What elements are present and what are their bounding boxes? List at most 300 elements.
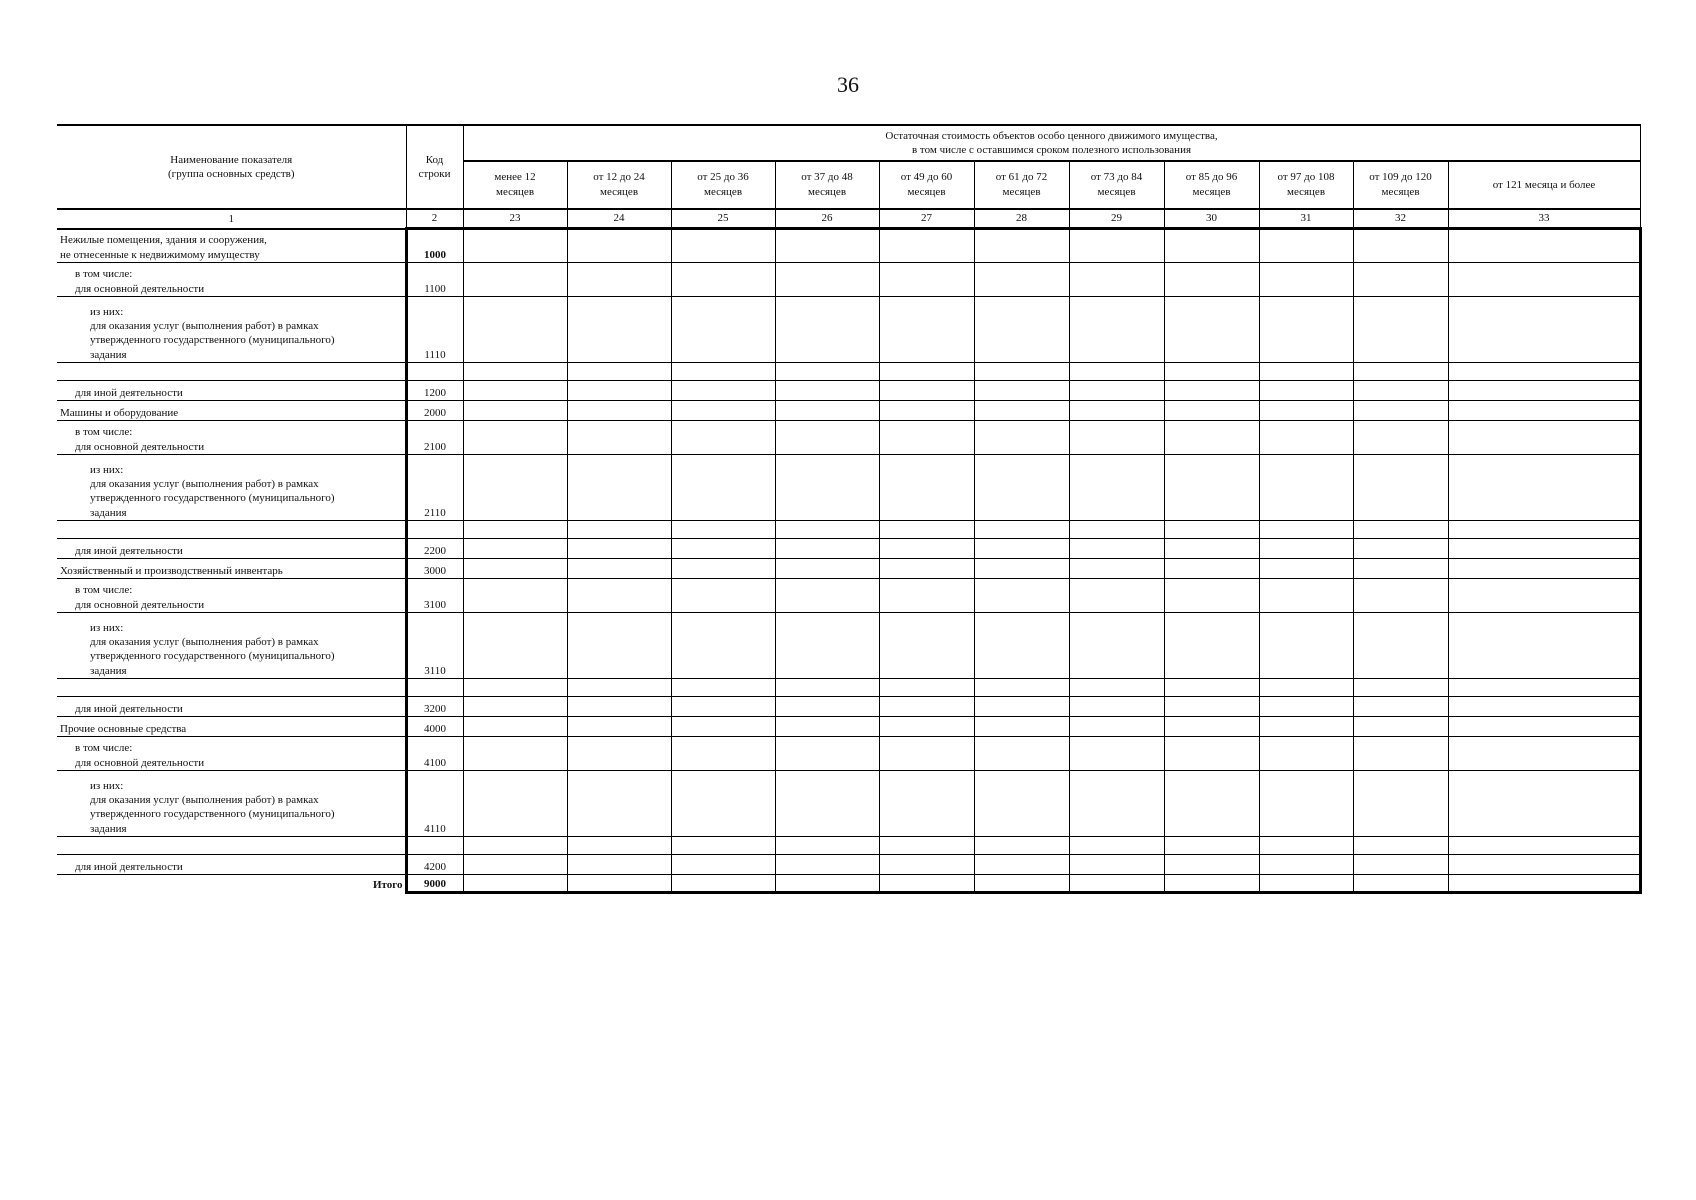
value-cell[interactable]	[1353, 521, 1448, 539]
value-cell[interactable]	[879, 521, 974, 539]
value-cell[interactable]	[1259, 455, 1353, 521]
value-cell[interactable]	[1259, 559, 1353, 579]
header-range-11	[1448, 161, 1640, 209]
header-row-top	[57, 125, 1640, 161]
value-cell[interactable]	[879, 771, 974, 837]
value-cell[interactable]	[879, 297, 974, 363]
value-cell[interactable]	[1448, 613, 1640, 679]
value-cell[interactable]	[567, 717, 671, 737]
row-name-line: утвержденного государственного (муниципального)	[90, 808, 335, 821]
value-cell[interactable]	[1259, 297, 1353, 363]
value-cell[interactable]	[974, 229, 1069, 263]
value-cell[interactable]	[879, 737, 974, 771]
row-name-line: в том числе:	[75, 584, 133, 597]
value-cell[interactable]	[974, 679, 1069, 697]
value-cell[interactable]	[1069, 771, 1164, 837]
value-cell[interactable]	[671, 697, 775, 717]
value-cell[interactable]	[1448, 737, 1640, 771]
value-cell[interactable]	[879, 717, 974, 737]
value-cell[interactable]	[1259, 421, 1353, 455]
row-name-line: задания	[90, 506, 127, 519]
value-cell[interactable]	[671, 539, 775, 559]
value-cell[interactable]	[1069, 717, 1164, 737]
value-cell[interactable]	[1353, 837, 1448, 855]
value-cell[interactable]	[775, 579, 879, 613]
value-cell[interactable]	[1353, 717, 1448, 737]
value-cell[interactable]	[567, 855, 671, 875]
row-indicator-name	[57, 679, 406, 697]
value-cell[interactable]	[1259, 717, 1353, 737]
value-cell[interactable]	[1448, 679, 1640, 697]
value-cell[interactable]	[1069, 381, 1164, 401]
value-cell[interactable]	[1069, 679, 1164, 697]
value-cell[interactable]	[463, 697, 567, 717]
header-residual-value-group	[463, 125, 1640, 161]
value-cell[interactable]	[775, 559, 879, 579]
value-cell[interactable]	[463, 401, 567, 421]
value-cell[interactable]	[775, 679, 879, 697]
table-row	[57, 455, 1640, 521]
value-cell[interactable]	[974, 381, 1069, 401]
value-cell[interactable]	[1069, 401, 1164, 421]
value-cell[interactable]	[775, 539, 879, 559]
row-code: 4110	[406, 771, 463, 837]
row-name-line: для оказания услуг (выполнения работ) в рамках	[90, 320, 319, 333]
value-cell[interactable]	[974, 401, 1069, 421]
value-cell[interactable]	[671, 455, 775, 521]
value-cell[interactable]	[671, 521, 775, 539]
value-cell[interactable]	[1164, 697, 1259, 717]
value-cell[interactable]	[1259, 363, 1353, 381]
value-cell[interactable]	[1164, 363, 1259, 381]
value-cell[interactable]	[1069, 455, 1164, 521]
row-code: 2000	[406, 401, 463, 421]
total-value-cell[interactable]	[1069, 875, 1164, 893]
table-row	[57, 771, 1640, 837]
value-cell[interactable]	[567, 613, 671, 679]
value-cell[interactable]	[1353, 363, 1448, 381]
value-cell[interactable]	[775, 455, 879, 521]
value-cell[interactable]	[1164, 455, 1259, 521]
value-cell[interactable]	[1164, 421, 1259, 455]
column-number: 27	[879, 209, 974, 229]
row-name-line: для иной деятельности	[75, 702, 183, 715]
value-cell[interactable]	[1448, 401, 1640, 421]
row-code: 3110	[406, 613, 463, 679]
value-cell[interactable]	[974, 855, 1069, 875]
value-cell[interactable]	[1448, 697, 1640, 717]
value-cell[interactable]	[671, 717, 775, 737]
value-cell[interactable]	[567, 559, 671, 579]
value-cell[interactable]	[1259, 229, 1353, 263]
value-cell[interactable]	[463, 771, 567, 837]
value-cell[interactable]	[1164, 297, 1259, 363]
value-cell[interactable]	[974, 539, 1069, 559]
value-cell[interactable]	[1448, 837, 1640, 855]
value-cell[interactable]	[567, 421, 671, 455]
column-number: 2	[406, 209, 463, 229]
row-name-line: для иной деятельности	[75, 386, 183, 399]
value-cell[interactable]	[1353, 229, 1448, 263]
row-indicator-name	[57, 771, 406, 837]
value-cell[interactable]	[1448, 263, 1640, 297]
value-cell[interactable]	[879, 697, 974, 717]
column-number: 24	[567, 209, 671, 229]
value-cell[interactable]	[671, 613, 775, 679]
value-cell[interactable]	[974, 737, 1069, 771]
header-indicator-name-line: Наименование показателя	[170, 153, 293, 166]
value-cell[interactable]	[974, 717, 1069, 737]
table-row	[57, 363, 1640, 381]
value-cell[interactable]	[1353, 697, 1448, 717]
header-indicator-name-line: (группа основных средств)	[168, 168, 295, 180]
value-cell[interactable]	[1164, 855, 1259, 875]
value-cell[interactable]	[463, 679, 567, 697]
row-name-line: для основной деятельности	[75, 282, 205, 295]
value-cell[interactable]	[1259, 697, 1353, 717]
value-cell[interactable]	[1448, 855, 1640, 875]
value-cell[interactable]	[1353, 737, 1448, 771]
value-cell[interactable]	[1448, 455, 1640, 521]
value-cell[interactable]	[879, 363, 974, 381]
value-cell[interactable]	[671, 381, 775, 401]
value-cell[interactable]	[567, 697, 671, 717]
value-cell[interactable]	[671, 579, 775, 613]
value-cell[interactable]	[463, 613, 567, 679]
value-cell[interactable]	[1448, 521, 1640, 539]
header-range-line: месяцев	[907, 186, 946, 198]
header-range-line: от 12 до 24	[593, 171, 645, 184]
value-cell[interactable]	[879, 837, 974, 855]
value-cell[interactable]	[879, 263, 974, 297]
table-header	[57, 125, 1640, 229]
value-cell[interactable]	[1353, 297, 1448, 363]
total-value-cell[interactable]	[463, 875, 567, 893]
value-cell[interactable]	[775, 263, 879, 297]
column-number: 26	[775, 209, 879, 229]
value-cell[interactable]	[1164, 717, 1259, 737]
value-cell[interactable]	[463, 263, 567, 297]
value-cell[interactable]	[463, 737, 567, 771]
value-cell[interactable]	[775, 737, 879, 771]
value-cell[interactable]	[671, 363, 775, 381]
row-name-line: утвержденного государственного (муниципального)	[90, 492, 335, 505]
row-code	[406, 363, 463, 381]
column-number: 25	[671, 209, 775, 229]
row-name-line: Прочие основные средства	[60, 722, 187, 735]
value-cell[interactable]	[1259, 401, 1353, 421]
value-cell[interactable]	[1069, 837, 1164, 855]
value-cell[interactable]	[1259, 837, 1353, 855]
value-cell[interactable]	[1353, 771, 1448, 837]
value-cell[interactable]	[567, 229, 671, 263]
header-range-line: месяцев	[1002, 186, 1041, 198]
value-cell[interactable]	[1259, 855, 1353, 875]
value-cell[interactable]	[567, 837, 671, 855]
value-cell[interactable]	[1164, 381, 1259, 401]
value-cell[interactable]	[1069, 229, 1164, 263]
value-cell[interactable]	[671, 263, 775, 297]
value-cell[interactable]	[463, 381, 567, 401]
value-cell[interactable]	[671, 559, 775, 579]
value-cell[interactable]	[775, 837, 879, 855]
value-cell[interactable]	[567, 771, 671, 837]
value-cell[interactable]	[974, 559, 1069, 579]
value-cell[interactable]	[567, 679, 671, 697]
value-cell[interactable]	[775, 401, 879, 421]
row-indicator-name	[57, 363, 406, 381]
value-cell[interactable]	[775, 421, 879, 455]
header-indicator-name	[57, 125, 406, 209]
value-cell[interactable]	[1164, 737, 1259, 771]
value-cell[interactable]	[1259, 737, 1353, 771]
row-name-line: для иной деятельности	[75, 860, 183, 873]
value-cell[interactable]	[1069, 539, 1164, 559]
value-cell[interactable]	[1448, 539, 1640, 559]
value-cell[interactable]	[1164, 579, 1259, 613]
table-row	[57, 679, 1640, 697]
value-cell[interactable]	[463, 521, 567, 539]
column-number: 31	[1259, 209, 1353, 229]
total-value-cell[interactable]	[567, 875, 671, 893]
value-cell[interactable]	[1353, 381, 1448, 401]
value-cell[interactable]	[1353, 679, 1448, 697]
total-value-cell[interactable]	[1448, 875, 1640, 893]
value-cell[interactable]	[1353, 539, 1448, 559]
value-cell[interactable]	[879, 229, 974, 263]
table-body	[57, 229, 1640, 893]
header-group-line: в том числе с оставшимся сроком полезного использования	[911, 144, 1192, 156]
value-cell[interactable]	[567, 263, 671, 297]
value-cell[interactable]	[879, 855, 974, 875]
value-cell[interactable]	[1164, 771, 1259, 837]
value-cell[interactable]	[1353, 401, 1448, 421]
table-row	[57, 381, 1640, 401]
value-cell[interactable]	[671, 421, 775, 455]
value-cell[interactable]	[879, 381, 974, 401]
value-cell[interactable]	[1448, 363, 1640, 381]
row-name-line: из них:	[90, 305, 124, 318]
value-cell[interactable]	[1069, 521, 1164, 539]
value-cell[interactable]	[463, 229, 567, 263]
value-cell[interactable]	[567, 455, 671, 521]
row-indicator-name	[57, 539, 406, 559]
value-cell[interactable]	[1448, 421, 1640, 455]
value-cell[interactable]	[1448, 717, 1640, 737]
value-cell[interactable]	[1069, 697, 1164, 717]
row-code: 1200	[406, 381, 463, 401]
value-cell[interactable]	[1069, 613, 1164, 679]
table-row	[57, 559, 1640, 579]
value-cell[interactable]	[879, 539, 974, 559]
value-cell[interactable]	[775, 363, 879, 381]
value-cell[interactable]	[671, 679, 775, 697]
value-cell[interactable]	[671, 855, 775, 875]
value-cell[interactable]	[1164, 559, 1259, 579]
value-cell[interactable]	[463, 455, 567, 521]
row-name-line: для оказания услуг (выполнения работ) в рамках	[90, 478, 319, 491]
row-name-line: задания	[90, 664, 127, 677]
value-cell[interactable]	[1164, 401, 1259, 421]
value-cell[interactable]	[1259, 263, 1353, 297]
row-indicator-name	[57, 697, 406, 717]
value-cell[interactable]	[463, 297, 567, 363]
value-cell[interactable]	[567, 521, 671, 539]
value-cell[interactable]	[671, 229, 775, 263]
value-cell[interactable]	[775, 521, 879, 539]
value-cell[interactable]	[974, 771, 1069, 837]
value-cell[interactable]	[974, 579, 1069, 613]
value-cell[interactable]	[879, 401, 974, 421]
value-cell[interactable]	[671, 837, 775, 855]
row-name-line: для иной деятельности	[75, 544, 183, 557]
value-cell[interactable]	[974, 297, 1069, 363]
total-value-cell[interactable]	[974, 875, 1069, 893]
value-cell[interactable]	[1448, 559, 1640, 579]
total-value-cell[interactable]	[879, 875, 974, 893]
header-range-line: от 37 до 48	[801, 171, 853, 184]
value-cell[interactable]	[1259, 613, 1353, 679]
value-cell[interactable]	[671, 401, 775, 421]
value-cell[interactable]	[567, 297, 671, 363]
value-cell[interactable]	[1164, 837, 1259, 855]
value-cell[interactable]	[1069, 297, 1164, 363]
value-cell[interactable]	[974, 363, 1069, 381]
row-name-line: в том числе:	[75, 426, 133, 439]
value-cell[interactable]	[567, 401, 671, 421]
value-cell[interactable]	[879, 559, 974, 579]
header-range-line: месяцев	[1097, 186, 1136, 198]
value-cell[interactable]	[1448, 381, 1640, 401]
value-cell[interactable]	[775, 771, 879, 837]
value-cell[interactable]	[775, 613, 879, 679]
row-code: 1000	[406, 229, 463, 263]
value-cell[interactable]	[1164, 229, 1259, 263]
row-indicator-name	[57, 717, 406, 737]
value-cell[interactable]	[879, 613, 974, 679]
value-cell[interactable]	[463, 363, 567, 381]
header-range-line: месяцев	[1286, 186, 1326, 198]
value-cell[interactable]	[1069, 579, 1164, 613]
value-cell[interactable]	[1069, 421, 1164, 455]
total-value-cell[interactable]	[1353, 875, 1448, 893]
header-range-4	[775, 161, 879, 209]
value-cell[interactable]	[567, 363, 671, 381]
row-indicator-name	[57, 229, 406, 263]
header-range-line: месяцев	[703, 186, 743, 198]
value-cell[interactable]	[1353, 421, 1448, 455]
value-cell[interactable]	[1259, 539, 1353, 559]
value-cell[interactable]	[567, 737, 671, 771]
value-cell[interactable]	[1353, 263, 1448, 297]
header-range-line: месяцев	[599, 186, 639, 198]
header-range-1	[463, 161, 567, 209]
value-cell[interactable]	[463, 539, 567, 559]
value-cell[interactable]	[1069, 737, 1164, 771]
header-range-line: месяцев	[1192, 186, 1231, 198]
value-cell[interactable]	[775, 717, 879, 737]
header-range-7	[1069, 161, 1164, 209]
value-cell[interactable]	[463, 837, 567, 855]
value-cell[interactable]	[1353, 855, 1448, 875]
value-cell[interactable]	[974, 697, 1069, 717]
row-name-line: из них:	[90, 779, 124, 792]
value-cell[interactable]	[463, 717, 567, 737]
value-cell[interactable]	[1164, 679, 1259, 697]
value-cell[interactable]	[1164, 263, 1259, 297]
header-column-numbers	[57, 209, 1640, 229]
value-cell[interactable]	[775, 697, 879, 717]
value-cell[interactable]	[775, 229, 879, 263]
value-cell[interactable]	[1259, 771, 1353, 837]
total-value-cell[interactable]	[1259, 875, 1353, 893]
value-cell[interactable]	[974, 421, 1069, 455]
value-cell[interactable]	[463, 421, 567, 455]
value-cell[interactable]	[1448, 297, 1640, 363]
value-cell[interactable]	[1448, 771, 1640, 837]
value-cell[interactable]	[1448, 229, 1640, 263]
value-cell[interactable]	[879, 679, 974, 697]
header-range-9	[1259, 161, 1353, 209]
row-name-line: из них:	[90, 463, 124, 476]
value-cell[interactable]	[1353, 559, 1448, 579]
value-cell[interactable]	[567, 579, 671, 613]
value-cell[interactable]	[1353, 613, 1448, 679]
value-cell[interactable]	[974, 613, 1069, 679]
value-cell[interactable]	[1069, 559, 1164, 579]
value-cell[interactable]	[879, 421, 974, 455]
value-cell[interactable]	[775, 297, 879, 363]
value-cell[interactable]	[1259, 381, 1353, 401]
value-cell[interactable]	[567, 381, 671, 401]
value-cell[interactable]	[671, 771, 775, 837]
value-cell[interactable]	[1164, 521, 1259, 539]
value-cell[interactable]	[775, 855, 879, 875]
value-cell[interactable]	[1164, 539, 1259, 559]
value-cell[interactable]	[671, 737, 775, 771]
total-value-cell[interactable]	[1164, 875, 1259, 893]
value-cell[interactable]	[463, 579, 567, 613]
value-cell[interactable]	[974, 521, 1069, 539]
value-cell[interactable]	[974, 455, 1069, 521]
value-cell[interactable]	[1448, 579, 1640, 613]
value-cell[interactable]	[1353, 579, 1448, 613]
value-cell[interactable]	[1259, 679, 1353, 697]
total-value-cell[interactable]	[775, 875, 879, 893]
value-cell[interactable]	[567, 539, 671, 559]
total-value-cell[interactable]	[671, 875, 775, 893]
value-cell[interactable]	[974, 263, 1069, 297]
value-cell[interactable]	[775, 381, 879, 401]
value-cell[interactable]	[879, 579, 974, 613]
row-name-line: Хозяйственный и производственный инвентарь	[60, 564, 283, 577]
value-cell[interactable]	[463, 855, 567, 875]
value-cell[interactable]	[671, 297, 775, 363]
value-cell[interactable]	[1069, 855, 1164, 875]
value-cell[interactable]	[463, 559, 567, 579]
value-cell[interactable]	[974, 837, 1069, 855]
value-cell[interactable]	[1353, 455, 1448, 521]
row-code	[406, 837, 463, 855]
row-name-line: утвержденного государственного (муниципального)	[90, 334, 335, 347]
value-cell[interactable]	[1164, 613, 1259, 679]
value-cell[interactable]	[1069, 363, 1164, 381]
value-cell[interactable]	[879, 455, 974, 521]
table-row	[57, 579, 1640, 613]
value-cell[interactable]	[1259, 521, 1353, 539]
value-cell[interactable]	[1259, 579, 1353, 613]
value-cell[interactable]	[1069, 263, 1164, 297]
